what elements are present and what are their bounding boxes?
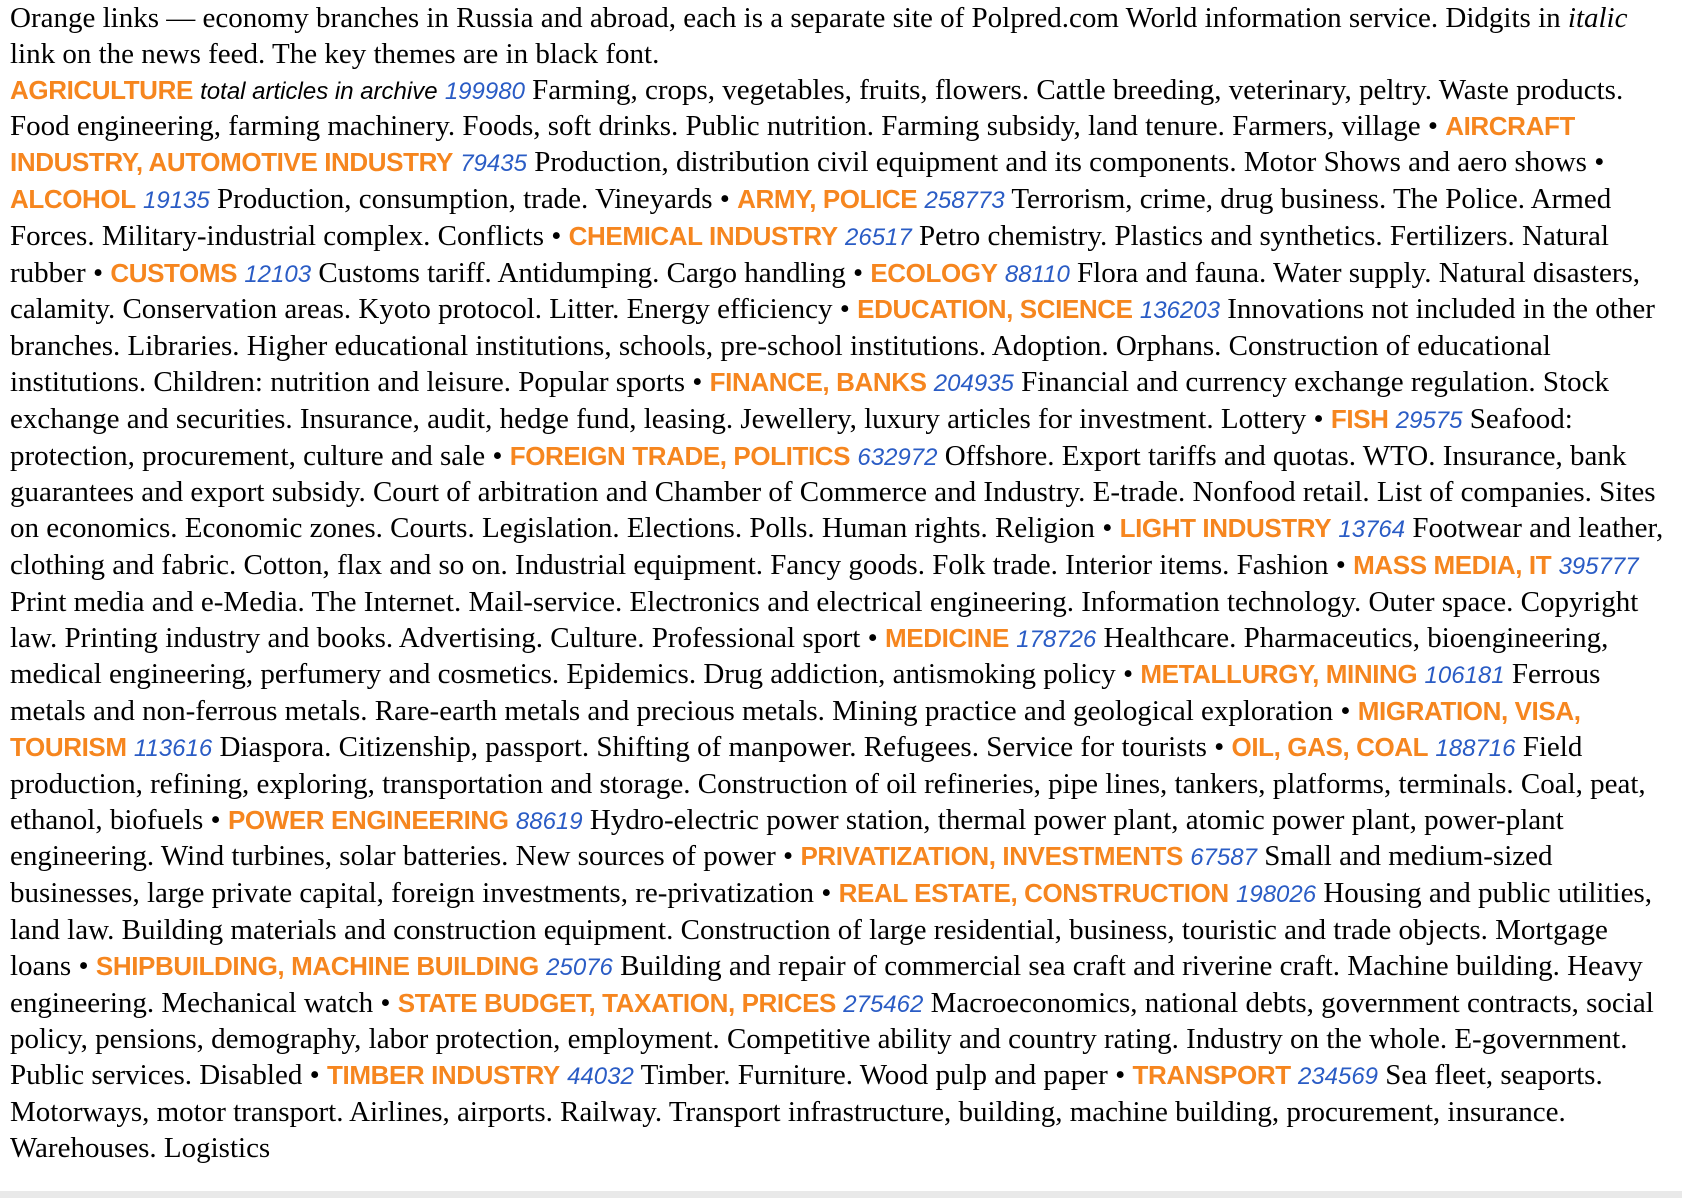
category-link[interactable]: POWER ENGINEERING xyxy=(227,804,509,835)
bullet-separator: • xyxy=(1107,1059,1133,1092)
category-link[interactable]: TRANSPORT xyxy=(1132,1060,1291,1091)
category-link[interactable]: ALCOHOL xyxy=(10,183,136,214)
bullet-separator: • xyxy=(775,840,801,873)
article-count-link[interactable]: 13764 xyxy=(1338,516,1406,544)
category-link[interactable]: MEDICINE xyxy=(885,622,1009,653)
branches-paragraph xyxy=(10,73,1672,1167)
bullet-separator: • xyxy=(85,256,111,289)
article-count-link[interactable]: 204935 xyxy=(933,369,1014,397)
category-description: Customs tariff. Antidumping. Cargo handling xyxy=(318,256,846,289)
category-description: Seafood: protection, procurement, culture and sale xyxy=(10,402,1573,472)
bullet-separator: • xyxy=(813,877,839,910)
category-link[interactable]: METALLURGY, MINING xyxy=(1140,659,1418,690)
category-description: Timber. Furniture. Wood pulp and paper xyxy=(640,1059,1108,1092)
category-description: Petro chemistry. Plastics and synthetics. Fertilizers. Natural rubber xyxy=(10,219,1609,289)
category-link[interactable]: MASS MEDIA, IT xyxy=(1353,549,1552,580)
bullet-separator: • xyxy=(832,293,858,326)
bullet-separator: • xyxy=(71,949,96,982)
category-description: Farming, crops, vegetables, fruits, flowers. Cattle breeding, veterinary, peltry. Waste products. Food engineering, farming machinery. Foods, soft drinks. Public nutrition. Farming subsidy, land tenure. Farmers, village xyxy=(10,73,1624,143)
category-description: Hydro-electric power station, thermal power plant, atomic power plant, power-plant engineering. Wind turbines, solar batteries. New sources of power xyxy=(10,803,1564,873)
archive-total-label: total articles in archive xyxy=(200,77,438,105)
bullet-separator: • xyxy=(1115,658,1141,691)
article-count-link[interactable]: 88110 xyxy=(1004,260,1070,288)
category-link[interactable]: AGRICULTURE xyxy=(10,74,193,105)
category-link[interactable]: FOREIGN TRADE, POLITICS xyxy=(509,440,851,471)
article-count-link[interactable]: 79435 xyxy=(460,150,527,178)
category-link[interactable]: PRIVATIZATION, INVESTMENTS xyxy=(800,841,1183,872)
article-count-link[interactable]: 198026 xyxy=(1236,881,1317,909)
bullet-separator: • xyxy=(712,182,738,215)
bullet-separator: • xyxy=(302,1059,328,1092)
article-count-link[interactable]: 29575 xyxy=(1395,406,1463,434)
intro-text-after: link on the news feed. The key themes are in black font. xyxy=(10,37,660,70)
article-count-link[interactable]: 12103 xyxy=(244,260,312,288)
article-count-link[interactable]: 88619 xyxy=(515,807,583,835)
category-link[interactable]: FINANCE, BANKS xyxy=(709,366,927,397)
category-link[interactable]: CHEMICAL INDUSTRY xyxy=(568,220,838,251)
category-link[interactable]: OIL, GAS, COAL xyxy=(1231,731,1429,762)
category-description: Footwear and leather, clothing and fabric. Cotton, flax and so on. Industrial equipment. Fancy goods. Folk trade. Interior items. Fashion xyxy=(10,512,1664,581)
article-count-link[interactable]: 234569 xyxy=(1297,1063,1379,1091)
bullet-separator: • xyxy=(373,986,398,1019)
category-description: Production, consumption, trade. Vineyards xyxy=(217,182,713,215)
article-count-link[interactable]: 113616 xyxy=(133,734,213,762)
category-link[interactable]: EDUCATION, SCIENCE xyxy=(857,294,1133,325)
bullet-separator: • xyxy=(845,256,871,289)
intro-paragraph xyxy=(10,1,1672,73)
bullet-separator: • xyxy=(544,219,569,252)
article-count-link[interactable]: 44032 xyxy=(567,1063,634,1091)
bullet-separator: • xyxy=(1420,110,1446,143)
article-count-link[interactable]: 19135 xyxy=(143,186,210,214)
category-link[interactable]: MIGRATION, VISA, TOURISM xyxy=(10,696,1581,762)
page-bottom-edge xyxy=(0,1191,1682,1198)
category-description: Housing and public utilities, land law. Building materials and construction equipment. Construction of large residential, business, touristic and trade objects. Mortgage loans xyxy=(10,877,1652,982)
category-link[interactable]: SHIPBUILDING, MACHINE BUILDING xyxy=(95,950,539,981)
category-link[interactable]: AIRCRAFT INDUSTRY, AUTOMOTIVE INDUSTRY xyxy=(10,111,1575,178)
bullet-separator: • xyxy=(485,439,510,472)
intro-italic-word: italic xyxy=(1567,2,1628,34)
article-count-link[interactable]: 178726 xyxy=(1016,625,1097,653)
article-count-link[interactable]: 632972 xyxy=(857,443,938,471)
category-description: Diaspora. Citizenship, passport. Shifting of manpower. Refugees. Service for tourists xyxy=(219,730,1207,763)
category-link[interactable]: ECOLOGY xyxy=(870,257,998,288)
bullet-separator: • xyxy=(1328,548,1354,581)
bullet-separator: • xyxy=(685,365,710,398)
bullet-separator: • xyxy=(203,803,228,836)
category-description: Building and repair of commercial sea craft and riverine craft. Machine building. Heavy engineering. Mechanical watch xyxy=(10,949,1643,1019)
category-description: Flora and fauna. Water supply. Natural disasters, calamity. Conservation areas. Kyoto protocol. Litter. Energy efficiency xyxy=(10,256,1641,326)
article-count-link[interactable]: 275462 xyxy=(843,990,924,1018)
category-description: Terrorism, crime, drug business. The Police. Armed Forces. Military-industrial complex. Conflicts xyxy=(10,182,1612,252)
category-description: Print media and e-Media. The Internet. Mail-service. Electronics and electrical engineering. Information technology. Outer space. Copyright law. Printing industry and books. Advertising. Culture. Professional sport xyxy=(10,585,1639,654)
article-count-link[interactable]: 67587 xyxy=(1190,844,1257,872)
category-link[interactable]: LIGHT INDUSTRY xyxy=(1119,513,1332,544)
category-description: Macroeconomics, national debts, government contracts, social policy, pensions, demography, labor protection, employment. Competitive ability and country rating. Industry on the whole. E-government. Public services. Disabled xyxy=(10,986,1654,1092)
article-count-link[interactable]: 188716 xyxy=(1435,734,1516,762)
category-link[interactable]: ARMY, POLICE xyxy=(737,183,918,214)
article-count-link[interactable]: 258773 xyxy=(924,186,1005,214)
category-description: Sea fleet, seaports. Motorways, motor transport. Airlines, airports. Railway. Transport infrastructure, building, machine building, procurement, insurance. Warehouses. Logistics xyxy=(10,1059,1603,1164)
bullet-separator: • xyxy=(1306,402,1331,435)
category-link[interactable]: REAL ESTATE, CONSTRUCTION xyxy=(838,878,1229,909)
bullet-separator: • xyxy=(1333,695,1358,728)
category-link[interactable]: STATE BUDGET, TAXATION, PRICES xyxy=(397,987,836,1018)
category-description: Small and medium-sized businesses, large private capital, foreign investments, re-privatization xyxy=(10,840,1553,910)
bullet-separator: • xyxy=(860,621,886,654)
category-link[interactable]: TIMBER INDUSTRY xyxy=(327,1060,560,1091)
article-count-link[interactable]: 136203 xyxy=(1139,297,1220,325)
article-count-link[interactable]: 26517 xyxy=(845,223,912,251)
category-description: Healthcare. Pharmaceutics, bioengineering, medical engineering, perfumery and cosmetics. Epidemics. Drug addiction, antismoking policy xyxy=(10,621,1609,691)
category-link[interactable]: FISH xyxy=(1330,403,1389,434)
category-description: Financial and currency exchange regulation. Stock exchange and securities. Insurance, audit, hedge fund, leasing. Jewellery, luxury articles for investment. Lottery xyxy=(10,365,1609,435)
category-description: Production, distribution civil equipment and its components. Motor Shows and aero shows xyxy=(534,146,1587,179)
bullet-separator: • xyxy=(1586,146,1605,179)
bullet-separator: • xyxy=(1206,730,1232,763)
bullet-separator: • xyxy=(1094,512,1120,545)
article-count-link[interactable]: 25076 xyxy=(546,953,613,981)
article-count-link[interactable]: 199980 xyxy=(444,77,525,105)
category-description: Field production, refining, exploring, transportation and storage. Construction of oil refineries, pipe lines, tankers, platforms, terminals. Coal, peat, ethanol, biofuels xyxy=(10,730,1646,836)
category-description: Innovations not included in the other branches. Libraries. Higher educational institutions, schools, pre-school institutions. Adoption. Orphans. Construction of educational institutions. Children: nutrition and leisure. Popular sports xyxy=(10,293,1655,398)
article-count-link[interactable]: 106181 xyxy=(1424,662,1505,690)
category-description: Offshore. Export tariffs and quotas. WTO. Insurance, bank guarantees and export subsidy. Court of arbitration and Chamber of Commerce and Industry. E-trade. Nonfood retail. List of companies. Sites on economics. Economic zones. Courts. Legislation. Elections. Polls. Human rights. Religion xyxy=(10,439,1656,545)
article-count-link[interactable]: 395777 xyxy=(1558,552,1639,580)
category-description: Ferrous metals and non-ferrous metals. Rare-earth metals and precious metals. Mining practice and geological exploration xyxy=(10,658,1601,728)
intro-text-before: Orange links — economy branches in Russia and abroad, each is a separate site of Polpred.com World information service. Didgits in xyxy=(10,2,1568,34)
category-link[interactable]: CUSTOMS xyxy=(110,257,238,288)
